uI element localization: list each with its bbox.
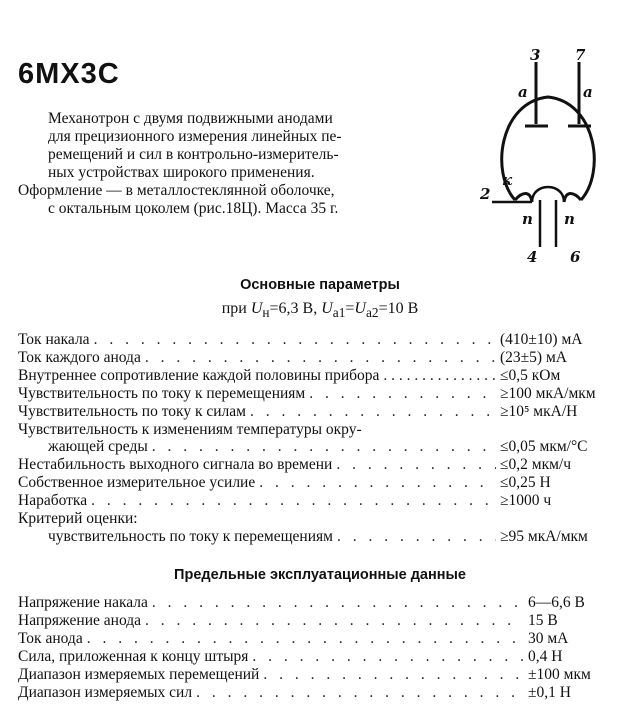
param-row	[18, 456, 618, 474]
condition-value: =10 В	[378, 300, 419, 317]
limit-value: 15 В	[528, 611, 558, 629]
limit-params-heading: Предельные эксплуатационные данные	[174, 567, 466, 583]
param-name: Критерий оценки:	[18, 510, 138, 528]
cathode-arc	[532, 187, 564, 202]
limit-row	[18, 594, 618, 612]
param-name: Собственное измерительное усилие	[18, 474, 256, 492]
pin-label: 3	[530, 46, 541, 64]
param-value: ≥10⁵ мкА/Н	[500, 402, 578, 420]
limit-row	[18, 648, 618, 666]
condition-subscript: н	[262, 305, 270, 321]
param-row	[18, 510, 618, 528]
limit-value: 30 мА	[528, 629, 569, 647]
param-name: Чувствительность к изменениям температуры окру-	[18, 420, 362, 438]
pin-label: 2	[480, 185, 491, 203]
condition-symbol: U	[321, 300, 333, 317]
param-row	[18, 528, 618, 546]
param-name: Чувствительность по току к силам	[18, 402, 246, 420]
limit-name: Ток анода	[18, 629, 83, 647]
limit-name: Диапазон измеряемых перемещений	[18, 665, 260, 683]
electrode-label: к	[502, 171, 513, 189]
param-name: Наработка	[18, 492, 88, 510]
description-line: для прецизионного измерения линейных пе-	[48, 128, 342, 145]
limit-name: Напряжение анода	[18, 611, 142, 629]
param-row	[18, 474, 618, 492]
limit-row	[18, 630, 618, 648]
condition-subscript: а2	[365, 305, 379, 321]
description-line: Механотрон с двумя подвижными анодами	[48, 110, 333, 127]
limit-value: 6—6,6 В	[528, 594, 585, 611]
main-params-list	[18, 331, 618, 546]
condition-value: =6,3 В,	[269, 300, 322, 317]
param-name: чувствительность по току к перемещениям	[48, 527, 333, 545]
param-row	[18, 421, 618, 439]
tube-pinout-diagram	[470, 42, 620, 272]
param-name: Внутреннее сопротивление каждой половины прибора	[18, 366, 380, 384]
param-value: ≥95 мкА/мкм	[500, 527, 588, 545]
page-title: 6МХ3С	[18, 58, 120, 90]
electrode-label: п	[522, 210, 533, 228]
param-value: ≤0,2 мкм/ч	[500, 456, 572, 474]
param-row	[18, 331, 618, 349]
conditions-line	[0, 300, 640, 321]
limit-row	[18, 684, 618, 702]
param-row	[18, 349, 618, 367]
condition-symbol: U	[250, 300, 263, 317]
description-line: с октальным цоколем (рис.18Ц). Масса 35 г.	[48, 200, 339, 217]
limit-row	[18, 612, 618, 630]
param-value: ≥100 мкА/мкм	[500, 384, 596, 402]
param-row	[18, 367, 618, 385]
description	[18, 110, 423, 218]
param-name: Ток накала	[18, 331, 90, 348]
condition-subscript: а1	[332, 305, 346, 321]
pin-label: 6	[570, 248, 581, 266]
condition-prefix: при	[221, 300, 251, 317]
param-name: Ток каждого анода	[18, 348, 141, 366]
tube-envelope-bottom	[564, 194, 581, 203]
param-value: ≤0,5 кОм	[500, 366, 561, 384]
param-value: ≤0,25 Н	[500, 474, 551, 492]
limit-name: Диапазон измеряемых сил	[18, 683, 193, 701]
param-name: Чувствительность по току к перемещениям	[18, 384, 306, 402]
param-value: ≤0,05 мкм/°С	[500, 438, 588, 456]
pin-label: 4	[527, 248, 538, 266]
limit-value: 0,4 Н	[528, 647, 563, 665]
param-row	[18, 403, 618, 421]
limit-params-list	[18, 594, 618, 701]
param-row	[18, 492, 618, 510]
limit-name: Напряжение накала	[18, 594, 148, 611]
electrode-label: а	[583, 83, 593, 101]
pin-label: 7	[575, 46, 586, 64]
param-value: ≥1000 ч	[500, 492, 552, 510]
limit-value: ±0,1 Н	[528, 683, 571, 701]
description-line: Оформление — в металлостеклянной оболочке,	[18, 182, 335, 199]
param-row	[18, 438, 618, 456]
electrode-label: а	[518, 83, 528, 101]
limit-name: Сила, приложенная к концу штыря	[18, 647, 249, 665]
condition-equals: =	[345, 300, 355, 317]
tube-envelope-bottom	[515, 194, 532, 203]
electrode-label: п	[564, 210, 575, 228]
param-name: жающей среды	[48, 438, 148, 456]
description-line: ремещений и сил в контрольно-измеритель-	[48, 146, 339, 163]
param-name: Нестабильность выходного сигнала во времени	[18, 456, 333, 474]
limit-value: ±100 мкм	[528, 665, 591, 683]
param-row	[18, 385, 618, 403]
description-line: ных устройствах широкого применения.	[48, 164, 315, 181]
condition-symbol: U	[354, 300, 366, 317]
param-value: (410±10) мА	[500, 331, 583, 348]
main-params-heading: Основные параметры	[240, 277, 400, 293]
limit-row	[18, 666, 618, 684]
param-value: (23±5) мА	[500, 348, 567, 366]
